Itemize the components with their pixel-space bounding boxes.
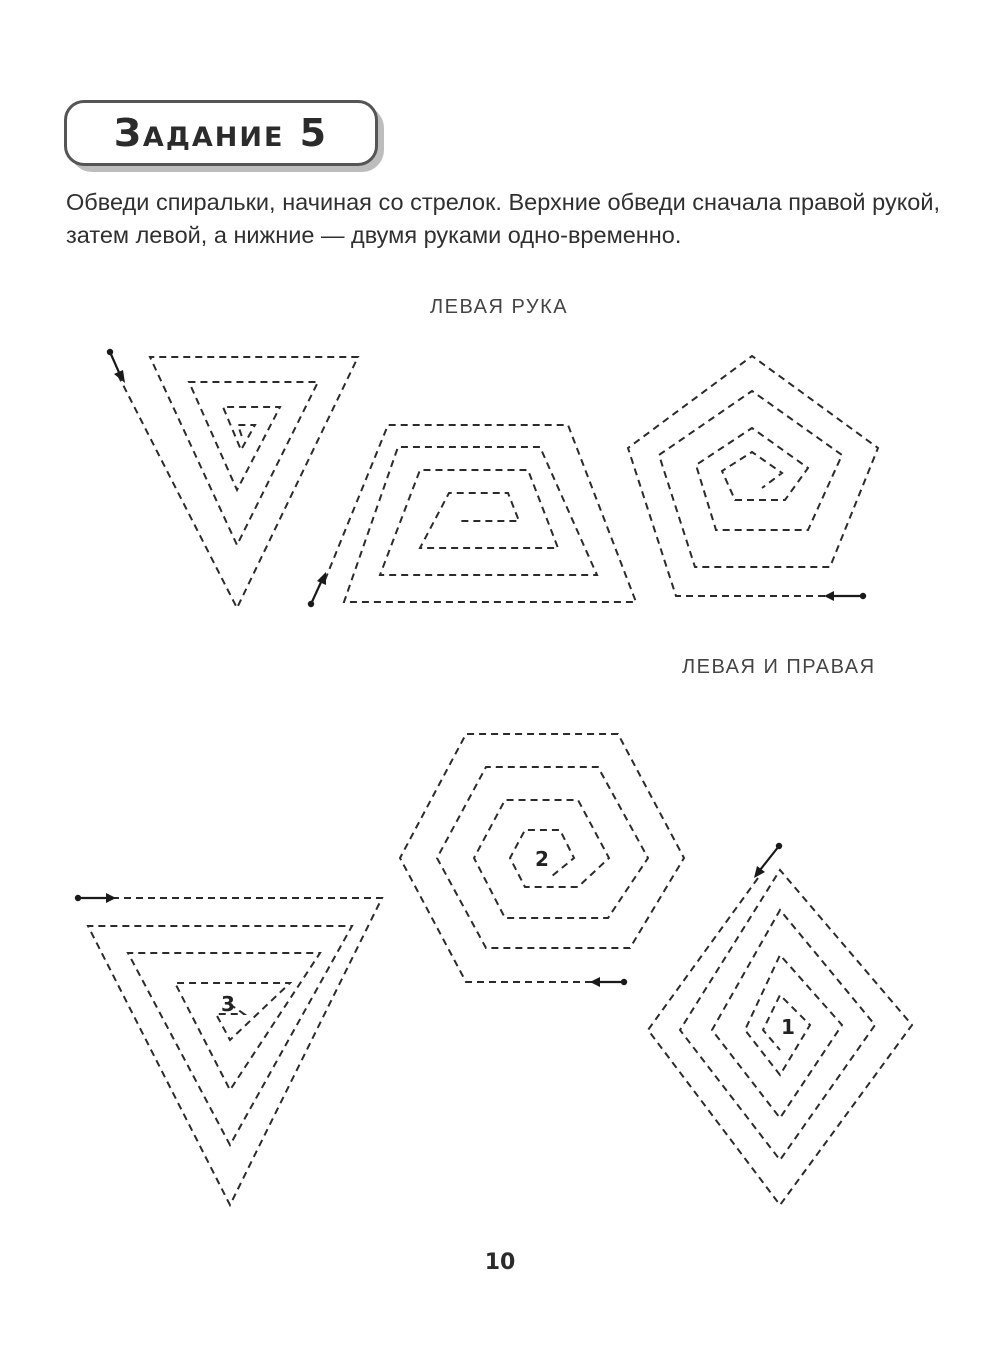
spiral-pentagon-top[interactable] — [628, 356, 878, 601]
spiral-hexagon-bottom[interactable] — [400, 734, 684, 987]
spiral-path[interactable] — [648, 870, 912, 1205]
spiral-path[interactable] — [118, 357, 358, 608]
spiral-triangle-bottom[interactable] — [75, 893, 382, 1205]
spiral-trapezoid-top[interactable] — [308, 425, 636, 607]
start-arrow — [590, 977, 627, 987]
spiral-number-2: 2 — [535, 847, 549, 871]
start-arrow — [75, 893, 116, 903]
spiral-path[interactable] — [325, 425, 636, 602]
spiral-number-1: 1 — [781, 1015, 795, 1039]
task-title: Задание 5 — [113, 111, 329, 155]
spiral-triangle-top[interactable] — [107, 349, 358, 608]
section-label-left-hand: ЛЕВАЯ РУКА — [430, 296, 569, 318]
spiral-path[interactable] — [88, 898, 382, 1205]
start-arrow — [754, 843, 782, 878]
start-arrow — [824, 591, 866, 601]
section-label-both-hands: ЛЕВАЯ И ПРАВАЯ — [682, 656, 876, 678]
start-arrow — [308, 572, 326, 607]
page-number: 10 — [484, 1250, 516, 1275]
task-instruction: Обведи спиральки, начиная со стрелок. Верхние обведи сначала правой рукой, затем левой, а нижние — двумя руками одно-временно. — [66, 189, 940, 248]
start-arrow — [107, 349, 125, 383]
spiral-number-3: 3 — [221, 992, 235, 1016]
spiral-rhombus-bottom[interactable] — [648, 843, 912, 1205]
spiral-path[interactable] — [628, 356, 878, 596]
